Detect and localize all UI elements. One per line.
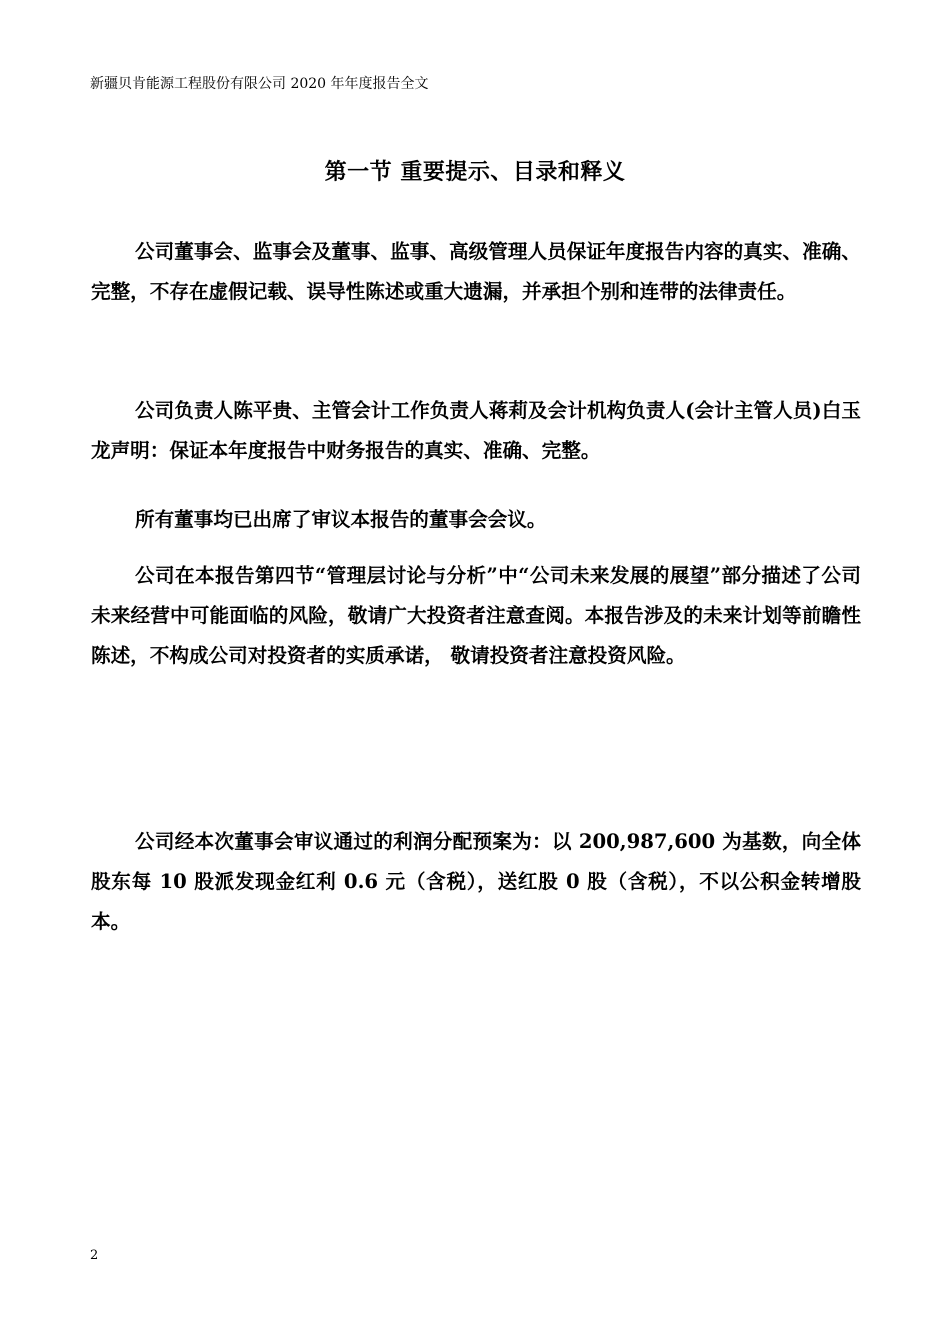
page-number: 2 [90,1248,99,1263]
section-title: 第一节 重要提示、目录和释义 [324,159,626,185]
financial-report-declaration-paragraph: 公司负责人陈平贵、主管会计工作负责人蒋莉及会计机构负责人(会计主管人员)白玉龙声明：保证本年度报告中财务报告的真实、准确、完整。 [91,399,861,462]
board-attendance-paragraph: 所有董事均已出席了审议本报告的董事会会议。 [135,508,547,531]
running-header: 新疆贝肯能源工程股份有限公司 2020 年年度报告全文 [90,76,429,92]
responsibility-statement-paragraph: 公司董事会、监事会及董事、监事、高级管理人员保证年度报告内容的真实、准确、完整，不存在虚假记载、误导性陈述或重大遗漏，并承担个别和连带的法律责任。 [91,240,861,303]
profit-distribution-paragraph: 公司经本次董事会审议通过的利润分配预案为：以 200,987,600 为基数，向全体股东每 10 股派发现金红利 0.6 元（含税），送红股 0 股（含税），不以公积金转增股本。 [91,830,861,933]
risk-warning-paragraph: 公司在本报告第四节“管理层讨论与分析”中“公司未来发展的展望”部分描述了公司未来经营中可能面临的风险，敬请广大投资者注意查阅。本报告涉及的未来计划等前瞻性陈述，不构成公司对投资者的实质承诺， 敬请投资者注意投资风险。 [91,564,861,667]
